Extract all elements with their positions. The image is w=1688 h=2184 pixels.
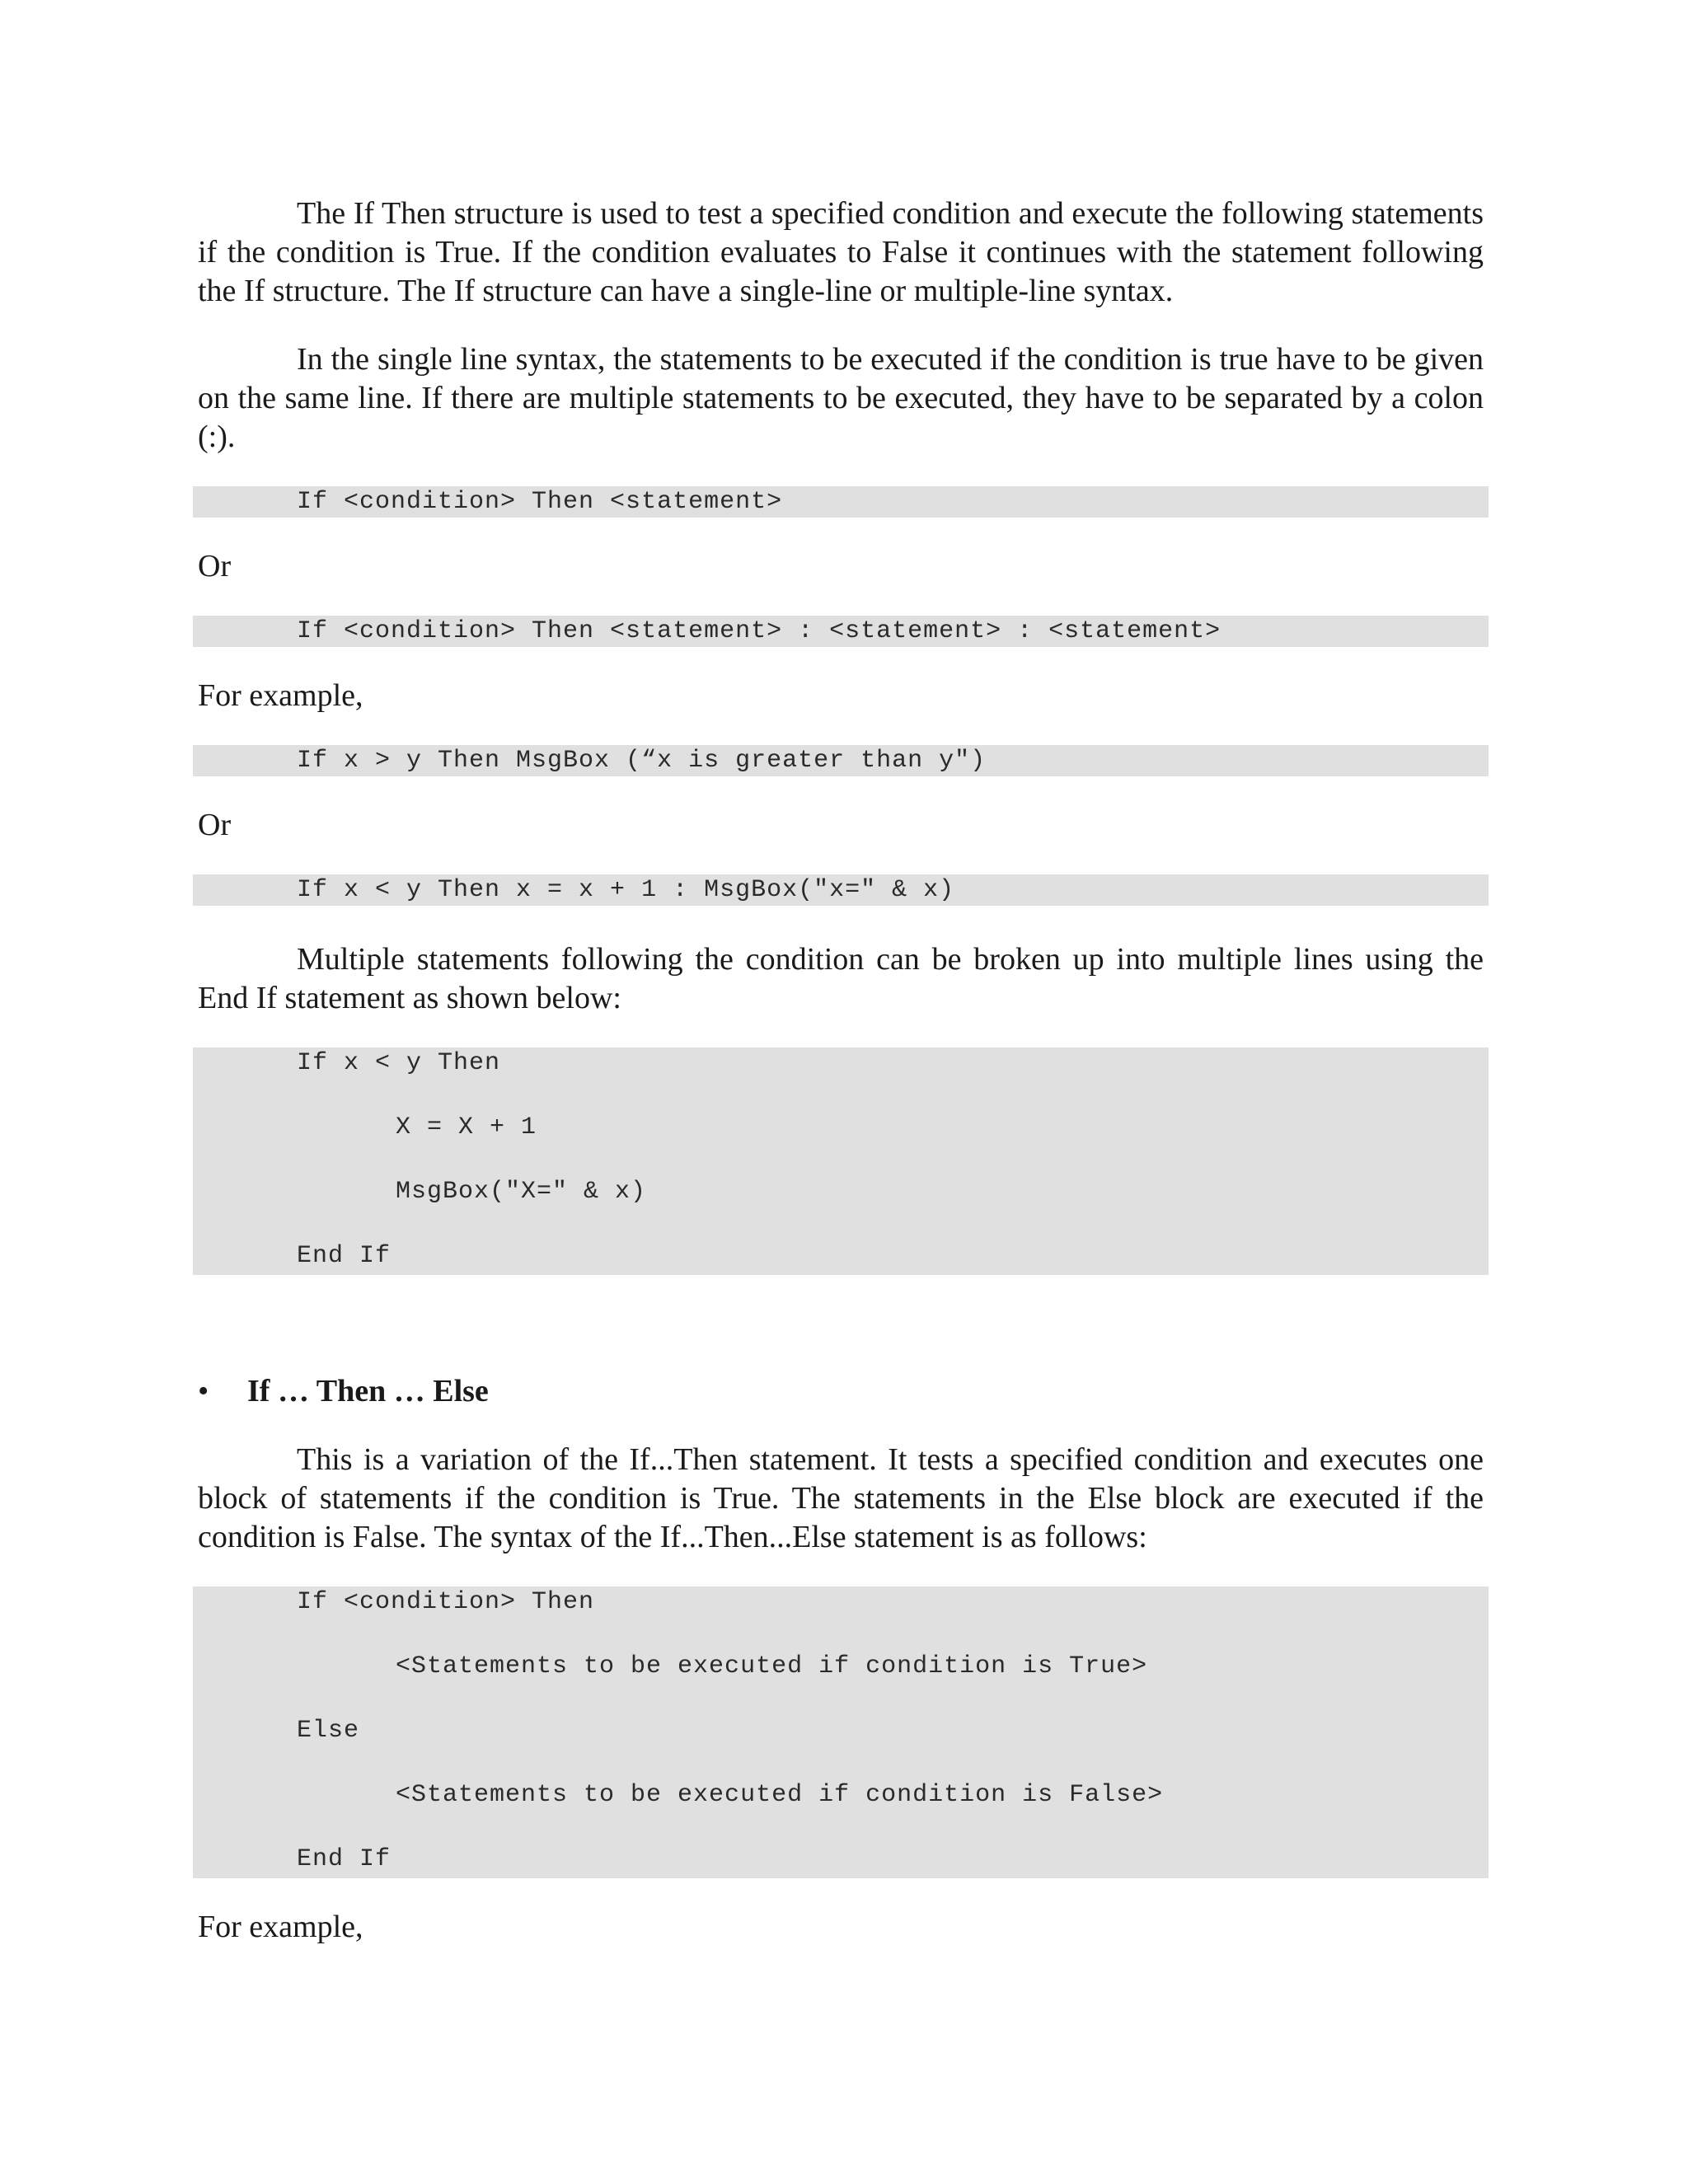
code-line: <Statements to be executed if condition is False> [396,1781,1164,1809]
code-line: Else [297,1717,360,1745]
code-line: MsgBox("X=" & x) [396,1178,647,1206]
code-block-if-then-else [193,1586,1489,1878]
code-line: If <condition> Then [297,1588,595,1616]
section-heading-text: If … Then … Else [247,1374,489,1408]
code-block-end-if [193,1047,1489,1275]
multi-line-paragraph: Multiple statements following the condition can be broken up into multiple lines using the End If statement as shown below: [198,942,1484,1015]
document-page [198,194,1484,1947]
code-block-example-increment: If x < y Then x = x + 1 : MsgBox("x=" & x) [193,874,1489,906]
example-label-1: For example, [198,678,363,713]
code-block-single-line-syntax: If <condition> Then <statement> [193,486,1489,518]
bullet-icon: • [198,1374,209,1408]
code-line: End If [297,1845,392,1873]
intro-paragraph-1: The If Then structure is used to test a specified condition and execute the following statements if the condition is True. If the condition evaluates to False it continues with the statement following the If structure. The If structure can have a single-line or multiple-line syntax. [198,196,1484,308]
code-line: <Statements to be executed if condition is True> [396,1652,1148,1680]
or-label-1: Or [198,549,232,583]
code-line: End If [297,1242,392,1270]
code-block-example-msgbox: If x > y Then MsgBox (“x is greater than y") [193,745,1489,776]
code-block-multi-statement-syntax: If <condition> Then <statement> : <statement> : <statement> [193,616,1489,647]
section-heading [198,1372,1484,1411]
code-line: If x < y Then [297,1049,501,1077]
intro-paragraph-2: In the single line syntax, the statements to be executed if the condition is true have to be given on the same line. If there are multiple statements to be executed, they have to be separated by a colon (:). [198,342,1484,454]
example-label-2: For example, [198,1910,363,1944]
else-paragraph: This is a variation of the If...Then statement. It tests a specified condition and executes one block of statements if the condition is True. The statements in the Else block are executed if the condition is False. The syntax of the If...Then...Else statement is as follows: [198,1442,1484,1554]
code-line: X = X + 1 [396,1113,537,1141]
or-label-2: Or [198,808,232,842]
